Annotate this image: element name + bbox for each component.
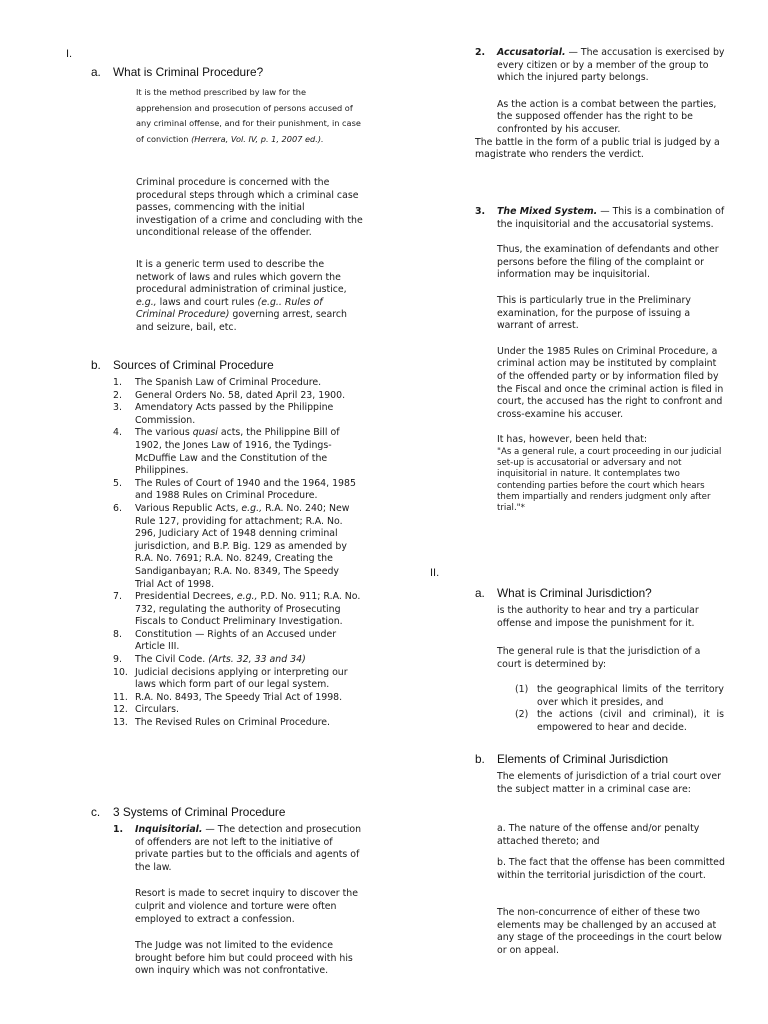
paragraph-concerned: Criminal procedure is concerned with the procedural steps through which a criminal case passes, commencing with the initial investigation of a crime and concluding with the unconditional release of the offender. — [136, 177, 363, 239]
generic-term-text-3: governing arrest, search and seizure, bail, etc. — [136, 309, 347, 333]
list-text: Judicial decisions applying or interpreting our laws which form part of our legal system. — [135, 666, 348, 691]
list-text: R.A. No. 240; New Rule 127, providing for attachment; R.A. No. 296, Judiciary Act of 1948 denning criminal jurisdiction, and B.P. Big. 129 as amended by R.A. No. 7691; R.A. No. 8249, Creating the Sandiganbayan; R.A. No. 8349, The Speedy Trial Act of 1998. — [135, 502, 350, 590]
list-item — [113, 402, 361, 427]
jurisdiction-general-rule: The general rule is that the jurisdiction of a court is determined by: — [497, 646, 701, 670]
list-number: 9. — [113, 654, 122, 666]
system-mixed — [475, 206, 725, 514]
heading-b-letter-2: b. — [475, 752, 485, 766]
definition-citation: (Herrera, Vol. IV, p. 1, 2007 ed.). — [191, 133, 324, 144]
definition-text: It is the method prescribed by law for the apprehension and prosecution of persons accused of any criminal offense, and for their punishment, in case of conviction — [136, 87, 361, 144]
system-number: 3. — [475, 206, 486, 217]
list-item — [515, 709, 724, 734]
system-number: 2. — [475, 47, 486, 58]
list-item — [113, 591, 361, 629]
heading-three-systems: 3 Systems of Criminal Procedure — [113, 805, 286, 819]
list-item — [113, 692, 361, 705]
list-italic: quasi — [192, 427, 218, 439]
element-a: a. The nature of the offense and/or penalty attached thereto; and — [497, 823, 700, 847]
system-paragraph: Resort is made to secret inquiry to discover the culprit and violence and torture were often employed to extract a confession. — [135, 888, 358, 925]
list-number: 11. — [113, 691, 128, 703]
list-number: 1. — [113, 377, 122, 388]
system-paragraph: It has, however, been held that: — [497, 434, 648, 446]
list-text: P.D. No. 911; R.A. No. 732, regulating the authority of Prosecuting Fiscals to Conduct Preliminary Investigation. — [135, 591, 361, 628]
list-item — [113, 667, 361, 692]
list-number: (2) — [515, 709, 529, 721]
list-item — [515, 684, 724, 709]
list-text: the geographical limits of the territory over which it presides, and — [537, 684, 724, 708]
list-number: 6. — [113, 502, 122, 514]
list-item — [113, 377, 361, 390]
list-italic: (Arts. 32, 33 and 34) — [208, 654, 306, 666]
definition-paragraph — [136, 85, 362, 147]
section-roman-ii: II. — [430, 567, 440, 579]
system-paragraph: The Judge was not limited to the evidence brought before him but could proceed with his own inquiry which was not confrontative. — [135, 940, 353, 977]
list-item — [113, 629, 361, 654]
list-number: (1) — [515, 684, 529, 695]
system-title: Inquisitorial. — [135, 824, 203, 835]
system-title: The Mixed System. — [497, 206, 598, 217]
list-text: the actions (civil and criminal), it is empowered to hear and decide. — [537, 709, 724, 733]
list-number: 10. — [113, 666, 128, 678]
list-item — [113, 427, 361, 477]
system-text: — The accusation is exercised by every citizen or by a member of the group to which the injured party belongs. — [497, 47, 725, 84]
list-text: The Civil Code. — [135, 654, 206, 666]
generic-term-eg: e.g., — [136, 296, 157, 308]
system-paragraph: The battle in the form of a public trial is judged by a magistrate who renders the verdict. — [475, 136, 720, 161]
system-paragraph: Under the 1985 Rules on Criminal Procedure, a criminal action may be instituted by complaint of the offended party or by information filed by the Fiscal and once the criminal action is filed in court, the accused has the right to confront and cross-examine his accuser. — [497, 345, 724, 420]
list-text: Circulars. — [135, 704, 179, 716]
system-inquisitorial — [113, 824, 363, 978]
system-paragraph: This is particularly true in the Preliminary examination, for the purpose of issuing a warrant of arrest. — [497, 294, 691, 332]
list-number: 13. — [113, 717, 128, 729]
system-number: 1. — [113, 824, 124, 835]
sources-list — [113, 377, 361, 730]
system-title: Accusatorial. — [497, 47, 566, 58]
heading-elements: Elements of Criminal Jurisdiction — [497, 752, 669, 766]
list-text: General Orders No. 58, dated April 23, 1900. — [135, 389, 346, 401]
list-italic: e.g., — [236, 591, 258, 603]
list-text: The Revised Rules on Criminal Procedure. — [135, 717, 331, 729]
heading-sources: Sources of Criminal Procedure — [113, 358, 274, 372]
system-accusatorial — [475, 47, 725, 162]
list-item — [113, 654, 361, 667]
list-text: Amendatory Acts passed by the Philippine Commission. — [135, 402, 334, 426]
list-text: The various — [135, 427, 190, 439]
list-text: The Spanish Law of Criminal Procedure. — [135, 377, 322, 388]
generic-term-text-2: laws and court rules — [159, 296, 255, 308]
list-number: 8. — [113, 628, 122, 640]
generic-term-example: (e.g.. Rules of Criminal Procedure) — [136, 296, 323, 321]
section-roman-i: I. — [66, 48, 73, 60]
list-number: 5. — [113, 477, 122, 489]
list-number: 12. — [113, 704, 128, 716]
list-item — [113, 390, 361, 403]
heading-c-letter: c. — [91, 805, 101, 819]
jurisdiction-list — [515, 684, 724, 734]
list-text: Constitution — Rights of an Accused under Article III. — [135, 628, 337, 653]
list-text: acts, the Philippine Bill of 1902, the Jones Law of 1916, the Tydings-McDuffie Law and the Constitution of the Philippines. — [135, 427, 340, 477]
heading-a-letter-2: a. — [475, 586, 485, 600]
generic-term-text: It is a generic term used to describe the network of laws and rules which govern the procedural administration of criminal justice, — [136, 259, 347, 296]
system-paragraph: Thus, the examination of defendants and other persons before the filing of the complaint or information may be inquisitorial. — [497, 244, 719, 281]
elements-challenge: The non-concurrence of either of these two elements may be challenged by an accused at any stage of the proceedings in the court below or on appeal. — [497, 907, 722, 956]
heading-what-is-criminal-procedure: What is Criminal Procedure? — [113, 65, 264, 79]
heading-what-is-criminal-jurisdiction: What is Criminal Jurisdiction? — [497, 586, 652, 600]
list-text: Presidential Decrees, — [135, 591, 234, 603]
list-text: Various Republic Acts, — [135, 502, 239, 514]
list-text: R.A. No. 8493, The Speedy Trial Act of 1998. — [135, 691, 343, 703]
list-number: 2. — [113, 389, 122, 401]
elements-intro: The elements of jurisdiction of a trial court over the subject matter in a criminal case are: — [497, 771, 721, 795]
list-text: The Rules of Court of 1940 and the 1964, 1985 and 1988 Rules on Criminal Procedure. — [135, 477, 356, 502]
system-paragraph: As the action is a combat between the parties, the supposed offender has the right to be confronted by his accuser. — [497, 98, 717, 135]
list-number: 7. — [113, 591, 122, 603]
heading-b-letter: b. — [91, 358, 101, 372]
list-number: 3. — [113, 402, 122, 414]
jurisdiction-definition: is the authority to hear and try a particular offense and impose the punishment for it. — [497, 605, 699, 629]
element-b: b. The fact that the offense has been committed within the territorial jurisdiction of the court. — [497, 857, 725, 881]
list-item — [113, 717, 361, 730]
list-item — [113, 503, 361, 591]
list-item — [113, 704, 361, 717]
paragraph-generic-term — [136, 259, 364, 335]
list-item — [113, 478, 361, 503]
quoted-ruling: "As a general rule, a court proceeding in our judicial set-up is accusatorial or adversary and not inquisitorial in nature. It contemplates two contending parties before the court which hears them impartially and renders judgment only after trial."* — [497, 446, 722, 513]
heading-a-letter: a. — [91, 65, 101, 79]
system-text: — The detection and prosecution of offenders are not left to the initiative of private parties but to the officials and agents of the law. — [135, 824, 362, 873]
system-text: — This is a combination of the inquisitorial and the accusatorial systems. — [497, 206, 725, 230]
list-italic: e.g., — [241, 502, 263, 514]
list-number: 4. — [113, 427, 122, 439]
